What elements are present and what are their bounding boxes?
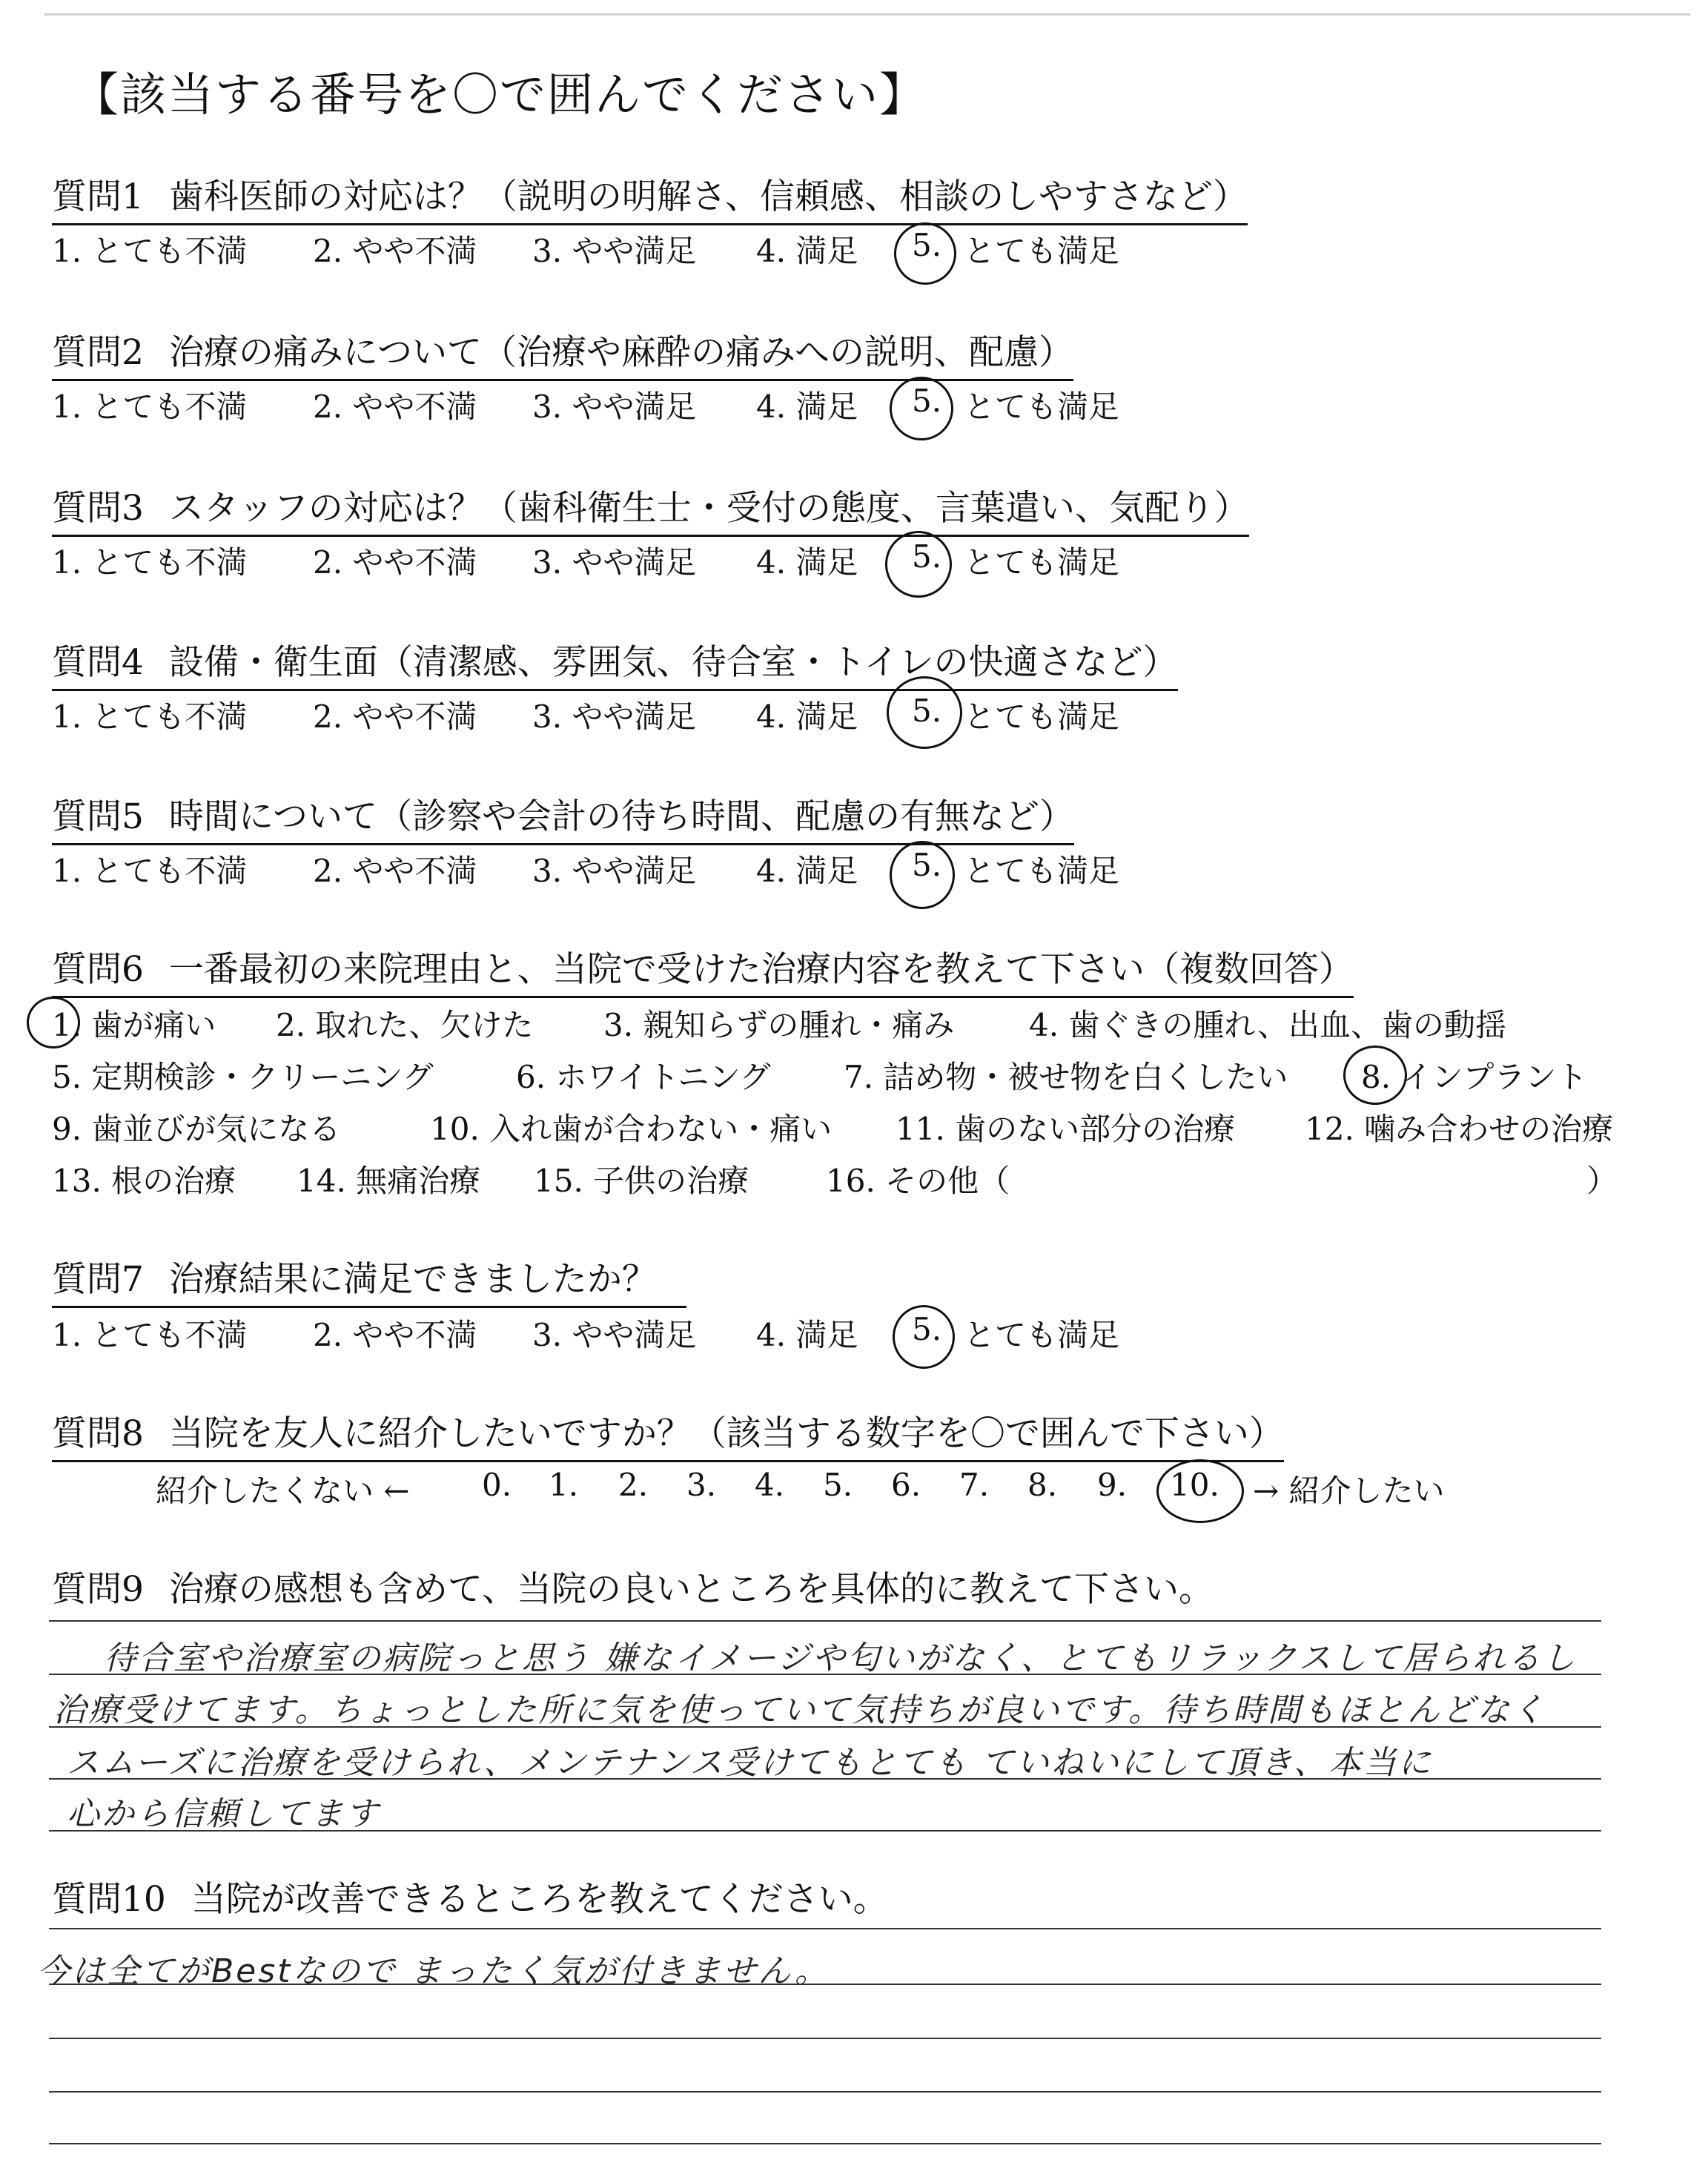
answer-line [49,2038,1601,2039]
hand-circle-mark [894,222,956,285]
option-3[interactable]: 3. やや満足 [532,389,697,425]
option-5[interactable]: 5. [912,538,942,575]
question-text: 当院を友人に紹介したいですか？（該当する数字を〇で囲んで下さい） [168,1413,1284,1454]
score-1[interactable]: 1. [549,1467,579,1503]
answer-line [49,2091,1601,2093]
question-number: 質問2 [52,332,144,373]
q6-options-row-1 [52,1001,1609,1043]
option-4[interactable]: 4. 満足 [756,389,858,425]
option-3[interactable]: 3. やや満足 [532,233,697,269]
question-2 [52,325,1073,381]
option-3[interactable]: 3. やや満足 [532,544,697,581]
reason-option-16[interactable]: 16. その他（ [826,1163,1010,1199]
option-3[interactable]: 3. やや満足 [532,698,697,735]
option-4[interactable]: 4. 満足 [756,233,858,269]
reason-option-3[interactable]: 3. 親知らずの腫れ・痛み [603,1007,955,1043]
handwritten-answer-line-3: スムーズに治療を受けられ、メンテナンス受けてもとても ていねいにして頂き、本当に [67,1744,1433,1782]
hand-circle-mark [1156,1459,1244,1523]
question-number: 質問6 [52,949,144,990]
reason-option-11[interactable]: 11. 歯のない部分の治療 [896,1111,1236,1147]
handwritten-answer-line-4: 心から信頼してます [67,1795,380,1833]
question-8 [52,1406,1284,1462]
question-number: 質問3 [52,488,144,529]
reason-option-8[interactable]: 8. インプラント [1361,1059,1588,1095]
option-5-label: とても満足 [964,853,1120,889]
handwritten-answer-line-1: 待合室や治療室の病院っと思う 嫌なイメージや匂いがなく、とてもリラックスして居られるし [104,1639,1578,1677]
option-5-label: とても満足 [964,544,1120,581]
question-7 [52,1252,686,1308]
question-3 [52,480,1249,537]
recommend-label: → 紹介したい [1253,1473,1445,1509]
score-0[interactable]: 0. [482,1467,512,1503]
score-5[interactable]: 5. [823,1467,853,1503]
reason-option-9[interactable]: 9. 歯並びが気になる [52,1111,341,1147]
page-title: 【該当する番号を〇で囲んでください】 [73,67,927,122]
option-5[interactable]: 5. [912,693,942,729]
option-3[interactable]: 3. やや満足 [532,1317,697,1353]
reason-option-5[interactable]: 5. 定期検診・クリーニング [52,1059,434,1095]
answer-scale-4 [52,693,1238,737]
question-text: 治療の痛みについて（治療や麻酔の痛みへの説明、配慮） [168,332,1074,373]
reason-option-13[interactable]: 13. 根の治療 [52,1163,236,1199]
option-3[interactable]: 3. やや満足 [532,853,697,889]
option-5[interactable]: 5. [912,227,942,263]
q6-options-row-4 [52,1157,1618,1199]
hand-circle-mark [1343,1046,1407,1105]
option-4[interactable]: 4. 満足 [756,544,858,581]
reason-option-14[interactable]: 14. 無痛治療 [297,1163,481,1199]
option-5[interactable]: 5. [912,847,942,883]
option-1[interactable]: 1. とても不満 [52,698,248,735]
option-4[interactable]: 4. 満足 [756,698,858,735]
reason-option-6[interactable]: 6. ホワイトニング [516,1059,771,1095]
question-number: 質問4 [52,642,144,683]
score-3[interactable]: 3. [686,1467,717,1503]
question-1 [52,169,1248,225]
handwritten-answer-line-1: 今は全てがBestなので まったく気が付きません。 [37,1952,830,1990]
score-10[interactable]: 10. [1170,1467,1219,1503]
hand-circle-mark [893,1305,955,1369]
answer-line [49,1928,1601,1929]
option-5-label: とても満足 [964,233,1120,269]
score-7[interactable]: 7. [959,1467,990,1503]
question-number: 質問10 [52,1879,166,1920]
question-number: 質問8 [52,1413,144,1454]
option-5[interactable]: 5. [912,1311,942,1347]
option-1[interactable]: 1. とても不満 [52,389,248,425]
option-5-label: とても満足 [964,389,1120,425]
option-2[interactable]: 2. やや不満 [313,544,477,581]
hand-circle-mark [890,377,953,440]
question-4 [52,635,1178,691]
other-close-paren: ） [1586,1163,1618,1199]
q6-options-row-3 [52,1105,1646,1146]
option-2[interactable]: 2. やや不満 [313,698,477,735]
score-8[interactable]: 8. [1027,1467,1058,1503]
reason-option-2[interactable]: 2. 取れた、欠けた [276,1007,534,1043]
option-2[interactable]: 2. やや不満 [313,233,477,269]
recommend-scale [156,1467,1490,1511]
option-5-label: とても満足 [964,698,1120,735]
answer-scale-1 [52,227,1238,271]
option-1[interactable]: 1. とても不満 [52,544,248,581]
question-text: 治療の感想も含めて、当院の良いところを具体的に教えて下さい。 [168,1569,1214,1610]
hand-circle-mark [890,841,955,909]
q6-options-row-2 [52,1053,1609,1094]
reason-option-12[interactable]: 12. 噛み合わせの治療 [1305,1111,1614,1147]
answer-line [49,2143,1601,2144]
answer-scale-2 [52,383,1238,427]
option-1[interactable]: 1. とても不満 [52,853,248,889]
question-number: 質問9 [52,1569,144,1610]
option-5[interactable]: 5. [912,383,942,419]
question-number: 質問1 [52,176,144,217]
question-6 [52,942,1354,998]
handwritten-answer-line-2: 治療受けてます。ちょっとした所に気を使っていて気持ちが良いです。待ち時間もほとんどなく [53,1691,1546,1729]
option-5-label: とても満足 [964,1317,1120,1353]
option-2[interactable]: 2. やや不満 [313,389,477,425]
option-4[interactable]: 4. 満足 [756,853,858,889]
hand-circle-mark [885,531,952,598]
question-number: 質問7 [52,1259,144,1300]
score-9[interactable]: 9. [1097,1467,1128,1503]
reason-option-15[interactable]: 15. 子供の治療 [534,1163,749,1199]
question-9 [52,1562,1214,1611]
question-10 [52,1872,888,1921]
question-text: スタッフの対応は？（歯科衛生士・受付の態度、言葉遣い、気配り） [168,488,1249,529]
top-border [44,13,1690,16]
reason-option-7[interactable]: 7. 詰め物・被せ物を白くしたい [844,1059,1288,1095]
question-text: 歯科医師の対応は？（説明の明解さ、信頼感、相談のしやすさなど） [168,176,1248,217]
reason-option-1[interactable]: 1. 歯が痛い [52,1007,216,1043]
option-1[interactable]: 1. とても不満 [52,1317,248,1353]
question-text: 設備・衛生面（清潔感、雰囲気、待合室・トイレの快適さなど） [168,642,1178,683]
question-text: 治療結果に満足できましたか？ [168,1259,657,1300]
question-5 [52,789,1074,845]
reason-option-4[interactable]: 4. 歯ぐきの腫れ、出血、歯の動揺 [1029,1007,1506,1043]
reason-option-10[interactable]: 10. 入れ歯が合わない・痛い [430,1111,833,1147]
answer-scale-3 [52,538,1238,583]
hand-circle-mark [887,676,962,749]
score-4[interactable]: 4. [755,1467,785,1503]
hand-circle-mark [27,997,80,1048]
question-text: 一番最初の来院理由と、当院で受けた治療内容を教えて下さい（複数回答） [168,949,1354,990]
question-text: 時間について（診察や会計の待ち時間、配慮の有無など） [168,796,1074,837]
option-1[interactable]: 1. とても不満 [52,233,248,269]
not-recommend-label: 紹介したくない ← [156,1473,410,1509]
option-4[interactable]: 4. 満足 [756,1317,858,1353]
question-number: 質問5 [52,796,144,837]
score-2[interactable]: 2. [618,1467,649,1503]
question-text: 当院が改善できるところを教えてください。 [191,1879,888,1920]
option-2[interactable]: 2. やや不満 [313,853,477,889]
option-2[interactable]: 2. やや不満 [313,1317,477,1353]
score-6[interactable]: 6. [891,1467,921,1503]
answer-scale-5 [52,847,1238,891]
answer-scale-7 [52,1311,1238,1355]
answer-line [49,1620,1601,1622]
